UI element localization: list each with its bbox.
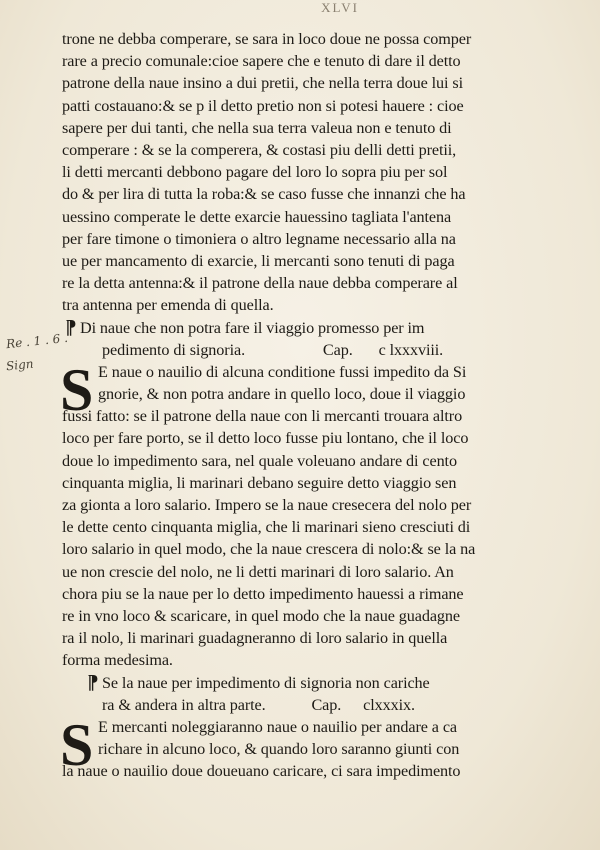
heading-line: Se la naue per impedimento di signoria non cariche bbox=[102, 674, 430, 693]
text-line: ue non crescie del nolo, ne li detti marinari di loro salario. An bbox=[62, 562, 454, 581]
chapter-heading bbox=[62, 316, 574, 360]
text-line: doue lo impedimento sara, nel quale voleuano andare di cento bbox=[62, 451, 457, 470]
chapter-number: c lxxxviii. bbox=[378, 340, 444, 359]
chapter-number: clxxxix. bbox=[363, 695, 415, 714]
text-line: tra antenna per emenda di quella. bbox=[62, 296, 274, 315]
heading-line: pedimento di signoria. bbox=[102, 340, 246, 359]
text-line: forma medesima. bbox=[62, 651, 173, 670]
text-line: E naue o nauilio di alcuna conditione fussi impedito da Si bbox=[98, 362, 467, 381]
text-line: re la detta antenna:& il patrone della naue debba comperare al bbox=[62, 274, 458, 293]
text-line: re in vno loco & scaricare, in quel modo che la naue guadagne bbox=[62, 606, 460, 625]
text-line: per fare timone o timoniera o altro legname necessario alla na bbox=[62, 229, 456, 248]
running-head: XLVI bbox=[321, 0, 359, 15]
drop-cap: S bbox=[60, 711, 94, 778]
text-line: sapere per dui tanti, che nella sua terra valeua non e tenuto di bbox=[62, 118, 452, 137]
chapter-heading bbox=[62, 671, 574, 715]
text-line: li detti mercanti debbono pagare del loro lo sopra piu per sol bbox=[62, 163, 448, 182]
text-line: la naue o nauilio doue doueuano caricare, ci sara impedimento bbox=[62, 762, 461, 781]
heading-line: ra & andera in altra parte. bbox=[102, 695, 266, 714]
text-line: loco per fare porto, se il detto loco fusse piu lontano, che il loco bbox=[62, 429, 469, 448]
text-line: patrone della naue insino a dui pretii, che nella terra doue lui si bbox=[62, 74, 463, 93]
text-line: richare in alcuno loco, & quando loro saranno giunti con bbox=[98, 740, 460, 758]
text-block bbox=[62, 28, 574, 782]
margin-note: Sign bbox=[5, 356, 35, 374]
text-line: chora piu se la naue per lo detto impedimento hauessi a rimane bbox=[62, 584, 464, 603]
text-line: comperare : & se la comperera, & costasi piu delli detti pretii, bbox=[62, 140, 457, 159]
drop-cap: S bbox=[60, 356, 94, 423]
chapter-label: Cap. bbox=[322, 340, 353, 359]
text-line: za gionta a loro salario. Impero se la naue cresecera del nolo per bbox=[62, 495, 472, 514]
text-line: patti costauano:& se p il detto pretio non si potesi hauere : cioe bbox=[62, 96, 464, 115]
paragraph bbox=[62, 28, 574, 316]
text-line: uessino comperate le dette exarcie hauessino tagliata l'antena bbox=[62, 207, 452, 226]
text-line: le dette cento cinquanta miglia, che li marinari sieno cresciuti di bbox=[62, 518, 471, 537]
text-line: do & per lira di tutta la roba:& se caso fusse che innanzi che ha bbox=[62, 185, 466, 204]
text-line: rare a precio comunale:cioe sapere che e tenuto di dare il detto bbox=[62, 52, 461, 71]
text-line: loro salario in quel modo, che la naue crescera di nolo:& se la na bbox=[62, 540, 476, 559]
text-line: ue per mancamento di exarcie, li mercanti sono tenuti di paga bbox=[62, 251, 455, 270]
text-line: ra il nolo, li marinari guadagneranno di loro salario in quella bbox=[62, 629, 448, 648]
heading-line: Di naue che non potra fare il viaggio promesso per im bbox=[80, 319, 425, 338]
pilcrow-icon: ¶ bbox=[65, 316, 77, 339]
chapter-label: Cap. bbox=[311, 695, 342, 714]
text-line: cinquanta miglia, li marinari debano seguire detto viaggio sen bbox=[62, 473, 457, 492]
text-line: gnorie, & non potra andare in quello loco, doue il viaggio bbox=[98, 385, 466, 403]
paragraph bbox=[60, 711, 574, 783]
text-line: fussi fatto: se il patrone della naue con li mercanti trouara altro bbox=[62, 407, 463, 426]
text-line: E mercanti noleggiaranno naue o nauilio per andare a ca bbox=[98, 717, 457, 736]
pilcrow-icon: ¶ bbox=[87, 671, 99, 694]
paragraph bbox=[60, 356, 574, 672]
text-line: trone ne debba comperare, se sara in loco doue ne possa comper bbox=[62, 30, 472, 48]
margin-note: Re . 1 . 6 . bbox=[5, 330, 69, 352]
